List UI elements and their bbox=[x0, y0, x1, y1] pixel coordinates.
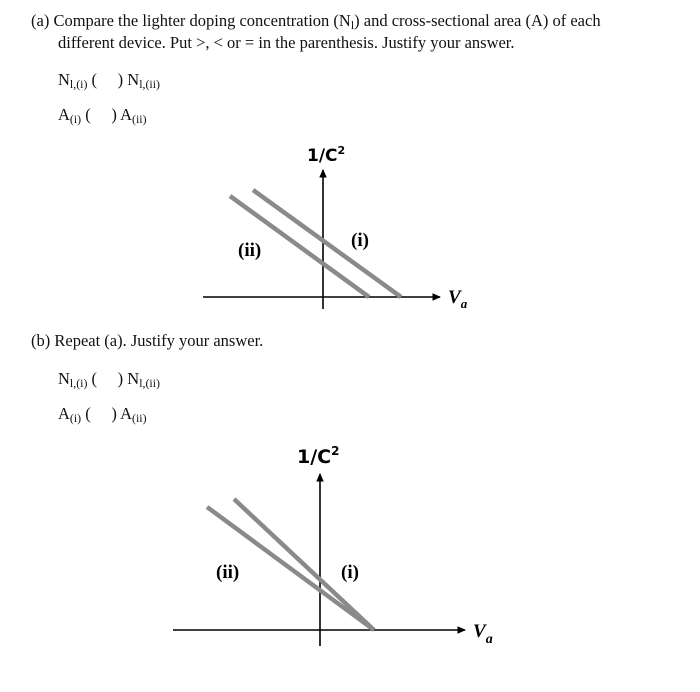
graph-a bbox=[203, 144, 468, 311]
b-row1-left: N bbox=[58, 369, 70, 388]
a-row1-left: N bbox=[58, 70, 70, 89]
a-row1-right-sub: l,(ii) bbox=[139, 76, 160, 91]
b-row1-left-sub: l,(i) bbox=[69, 375, 88, 390]
a-row2-right-sub: (ii) bbox=[132, 111, 147, 126]
question-a-sub: l bbox=[350, 17, 355, 32]
b-row2-left: A bbox=[58, 404, 70, 423]
graph-a-curve-i bbox=[253, 190, 401, 297]
graph-b-label-i: (i) bbox=[341, 562, 359, 583]
graph-b bbox=[173, 444, 493, 647]
b-row2-paren: ( bbox=[85, 404, 91, 423]
graph-b-x-label: $V_a$ bbox=[473, 621, 493, 647]
a-row2-paren: ( bbox=[85, 105, 91, 124]
graph-a-label-ii: (ii) bbox=[238, 240, 262, 261]
question-b: (b) Repeat (a). Justify your answer. bbox=[31, 331, 264, 350]
question-a-text: (a) Compare the lighter doping concentration (N bbox=[31, 11, 351, 30]
b-row2-right-sub: (ii) bbox=[132, 410, 147, 425]
a-row2-left: A bbox=[58, 105, 70, 124]
b-row1-right-sub: l,(ii) bbox=[139, 375, 160, 390]
graph-a-x-label: $V_a$ bbox=[448, 287, 468, 311]
a-row2-left-sub: (i) bbox=[69, 111, 82, 126]
graph-a-label-i: (i) bbox=[351, 230, 369, 251]
graph-b-label-ii: (ii) bbox=[216, 562, 240, 583]
b-row2-left-sub: (i) bbox=[69, 410, 82, 425]
a-row1-left-sub: l,(i) bbox=[69, 76, 88, 91]
b-row2-right: ) A bbox=[111, 404, 133, 423]
graph-b-y-label: $1/C^2$ bbox=[297, 444, 340, 468]
graph-a-y-label: $1/C^2$ bbox=[307, 144, 346, 166]
a-row1-paren: ( bbox=[91, 70, 98, 89]
question-a-line2: different device. Put >, < or = in the parenthesis. Justify your answer. bbox=[58, 33, 515, 52]
a-row1-right: ) N bbox=[117, 70, 140, 89]
a-row2-right: ) A bbox=[111, 105, 133, 124]
b-row1-paren: ( bbox=[91, 369, 98, 388]
b-row1-right: ) N bbox=[117, 369, 140, 388]
question-a-text-rest: ) and cross-sectional area (A) of each bbox=[354, 11, 601, 30]
